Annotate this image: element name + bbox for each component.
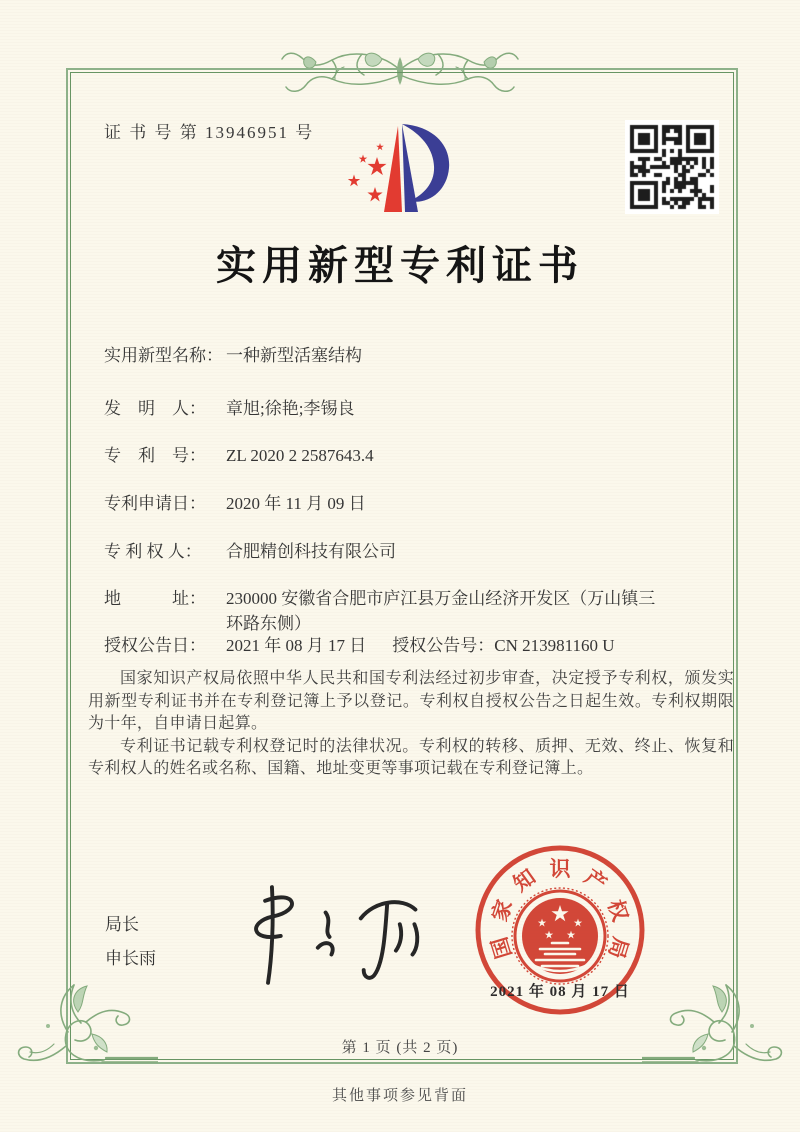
field-value: 230000 安徽省合肥市庐江县万金山经济开发区（万山镇三环路东侧） (226, 589, 656, 633)
svg-text:产: 产 (580, 864, 612, 897)
grant-paragraph: 国家知识产权局依照中华人民共和国专利法经过初步审查，决定授予专利权，颁发实用新型专利证书并在专利登记簿上予以登记。专利权自授权公告之日起生效。专利权期限为十年，自申请日起算。 (88, 670, 734, 732)
commissioner-block (105, 916, 156, 984)
field-label: 实用新型名称： (104, 346, 223, 365)
svg-text:家: 家 (487, 896, 517, 925)
commissioner-name: 申长雨 (105, 949, 156, 968)
svg-text:识: 识 (549, 857, 571, 881)
field-row-inventors (104, 397, 714, 422)
national-emblem-icon (512, 888, 608, 984)
register-paragraph: 专利证书记载专利权登记时的法律状况。专利权的转移、质押、无效、终止、恢复和专利权人的姓名或名称、国籍、地址变更等事项记载在专利登记簿上。 (88, 737, 734, 777)
patent-fields (104, 344, 714, 682)
field-row-grant (104, 634, 714, 659)
field-label: 专 利 号： (104, 446, 206, 466)
back-side-note: 其他事项参见背面 (331, 1088, 468, 1104)
svg-text:局: 局 (603, 934, 633, 962)
field-row-address (104, 587, 714, 636)
field-row-filing-date (104, 492, 714, 517)
field-label: 授权公告号： (392, 636, 495, 656)
field-row-patentee (104, 540, 714, 565)
field-pair-grant-number (392, 634, 614, 659)
field-label: 发 明 人： (104, 398, 206, 418)
field-label: 授权公告日： (104, 636, 206, 656)
commissioner-title: 局长 (105, 915, 139, 934)
field-value: 2021 年 08 月 17 日 (226, 636, 367, 656)
seal-date: 2021 年 08 月 17 日 (490, 984, 630, 1000)
qr-code (625, 120, 719, 214)
commissioner-signature-icon (228, 878, 433, 990)
svg-text:权: 权 (603, 896, 633, 925)
field-row-patent-number (104, 444, 714, 469)
svg-text:知: 知 (508, 864, 540, 897)
svg-text:国: 国 (487, 934, 517, 962)
page-number: 第 1 页 (共 2 页) (341, 1040, 459, 1056)
cnipa-logo-icon (338, 112, 463, 220)
field-value: ZL 2020 2 2587643.4 (226, 446, 374, 466)
field-value: 合肥精创科技有限公司 (226, 541, 396, 561)
field-label: 专 利 权 人： (104, 541, 202, 561)
field-value: 一种新型活塞结构 (226, 346, 362, 365)
field-label: 地 址： (104, 589, 206, 609)
field-row-name (104, 344, 714, 369)
certificate-number: 证 书 号 第 13946951 号 (104, 123, 315, 142)
field-label: 专利申请日： (104, 493, 206, 513)
field-value: CN 213981160 U (494, 636, 615, 656)
field-value: 章旭;徐艳;李锡良 (226, 398, 355, 418)
certificate-title: 实用新型专利证书 (216, 243, 584, 288)
field-value: 2020 年 11 月 09 日 (226, 493, 366, 513)
legal-notice (88, 668, 734, 781)
